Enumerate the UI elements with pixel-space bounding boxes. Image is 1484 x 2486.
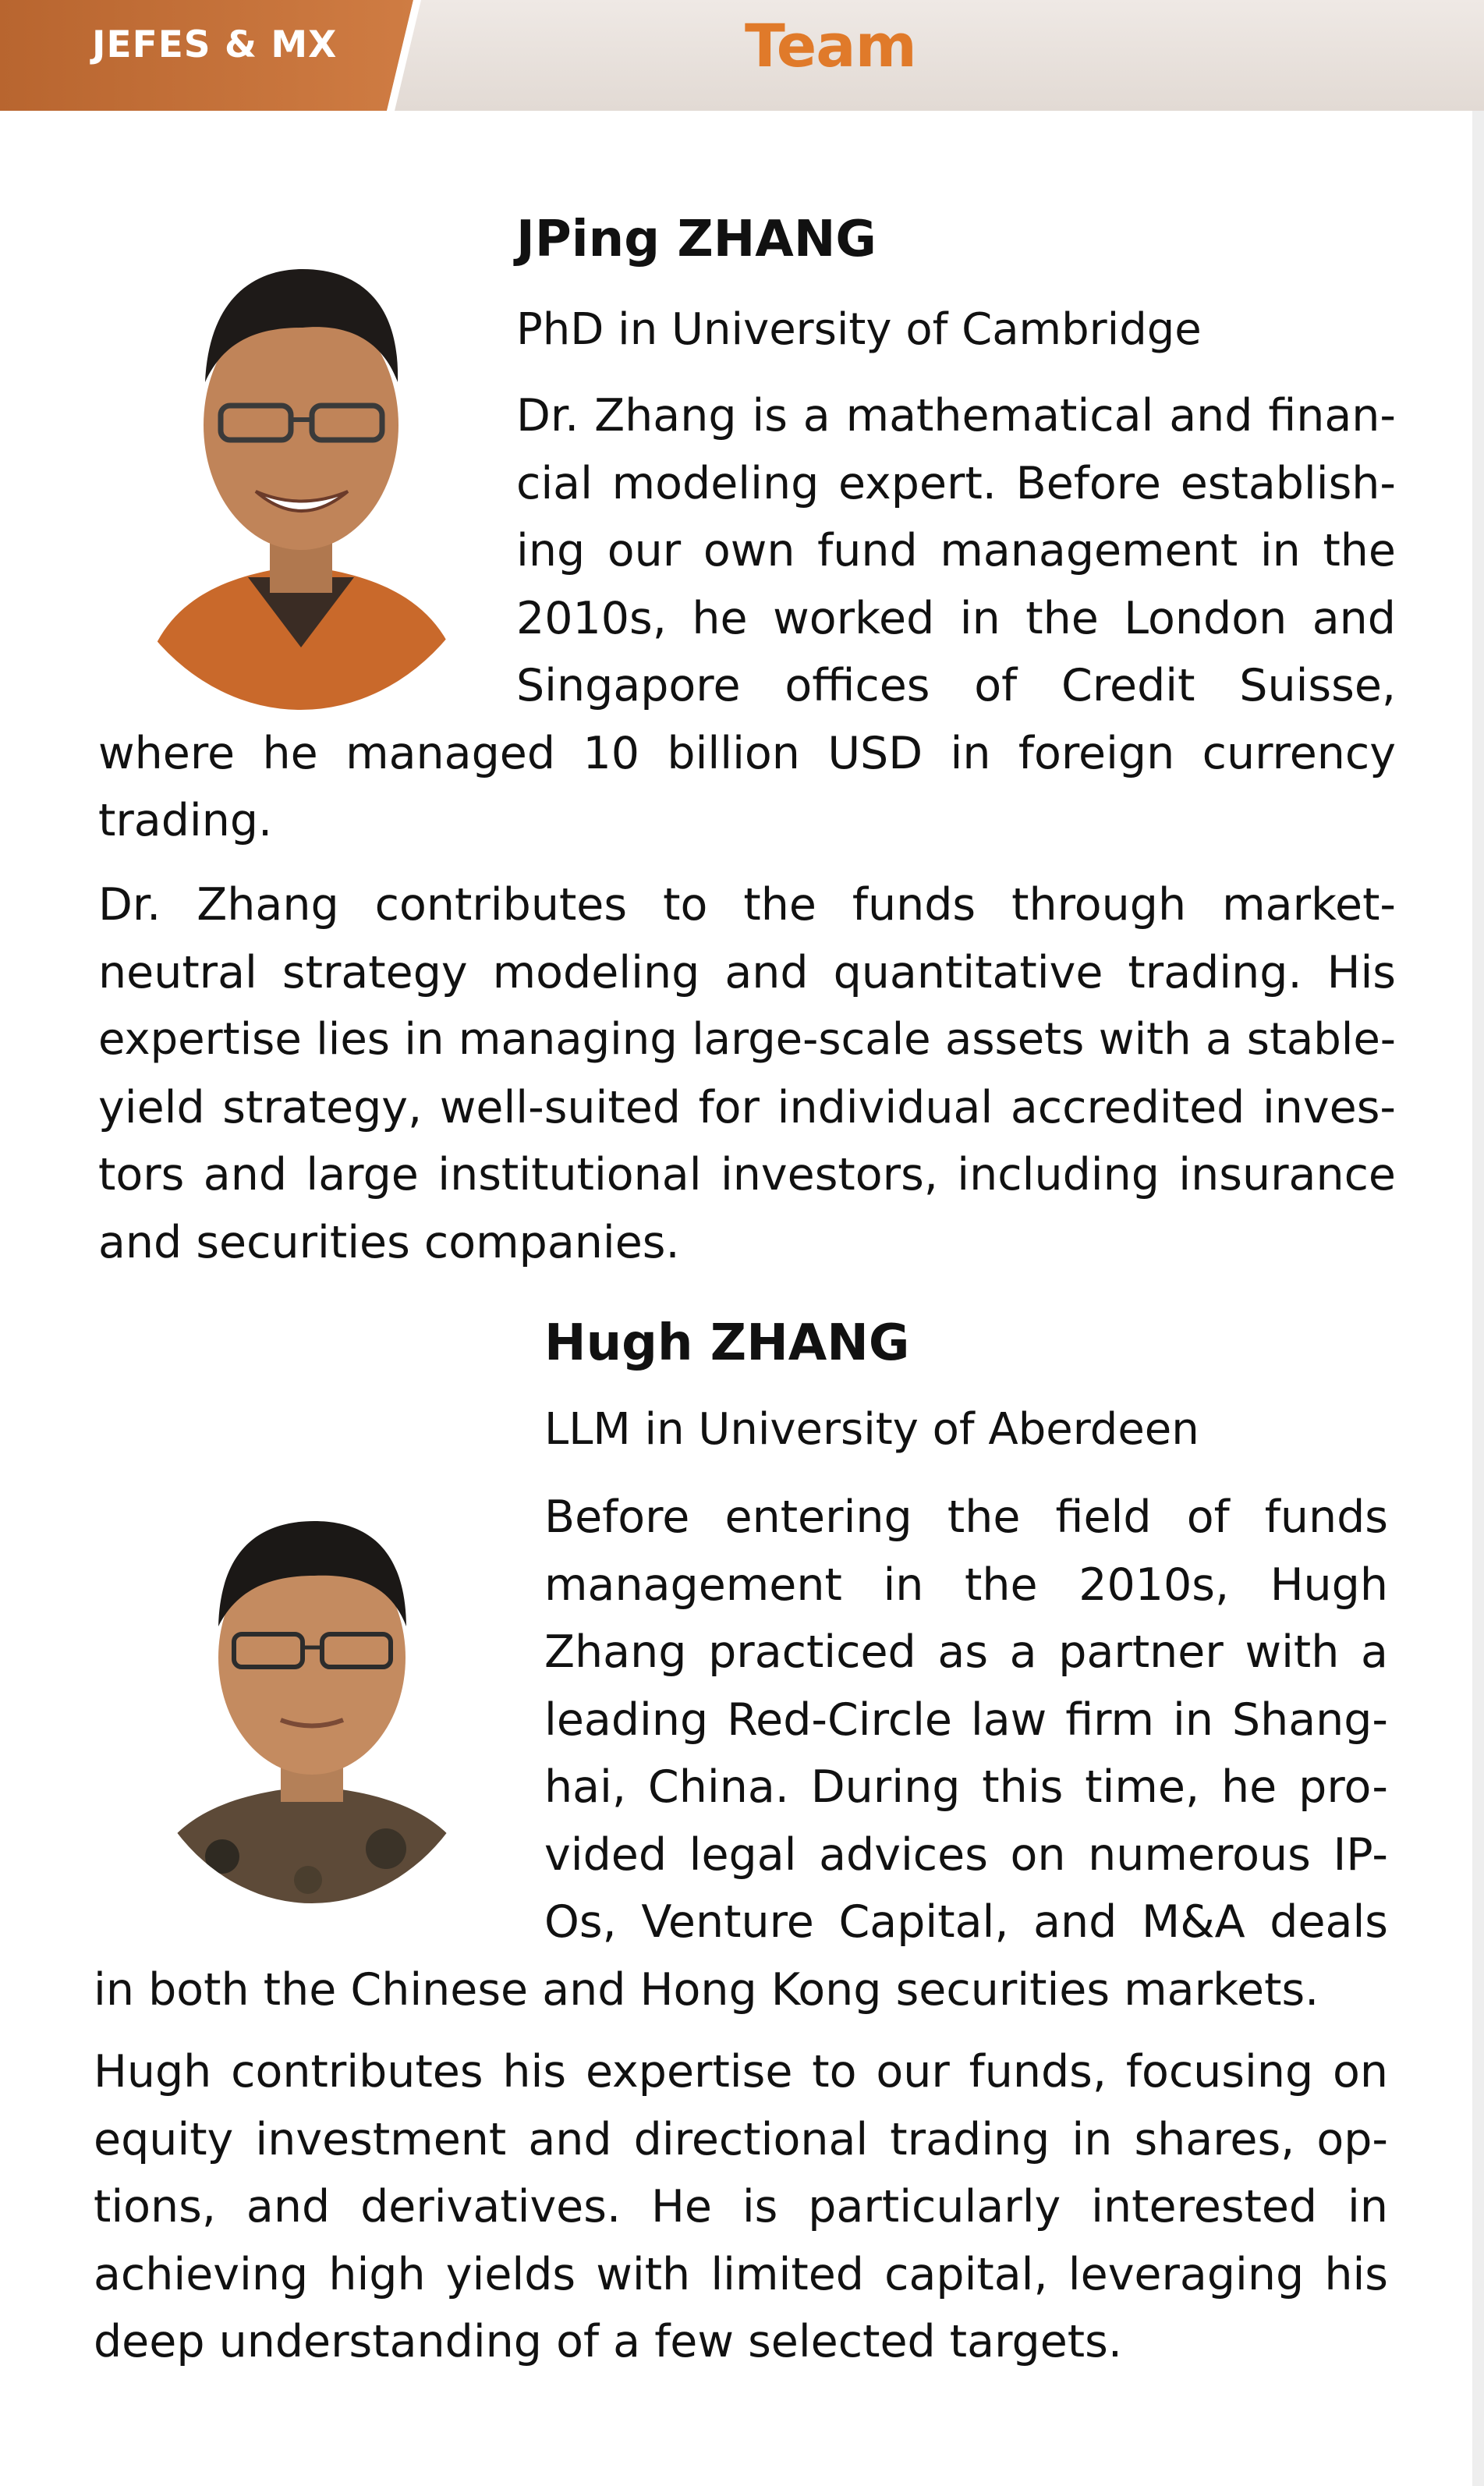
member-bio bbox=[544, 1484, 1388, 1956]
page-edge-shadow bbox=[1472, 111, 1484, 2486]
bio-line: 2010s, he worked in the London and bbox=[516, 592, 1396, 644]
member-bio bbox=[516, 382, 1396, 720]
member-bio-continued bbox=[94, 1956, 1388, 2024]
member-name: Hugh ZHANG bbox=[544, 1314, 910, 1372]
member-photo-jping bbox=[92, 211, 509, 710]
brand-name: JEFES & MX bbox=[92, 23, 338, 66]
bio-line: in both the Chinese and Hong Kong securities markets. bbox=[94, 1963, 1319, 2016]
member-bio-continued bbox=[98, 720, 1396, 855]
contribution-line: tions, and derivatives. He is particularly interested in bbox=[94, 2181, 1388, 2232]
contribution-line: Dr. Zhang contributes to the funds through market- bbox=[98, 879, 1396, 931]
contribution-line: achieving high yields with limited capital, leveraging his bbox=[94, 2248, 1388, 2300]
member-name: JPing ZHANG bbox=[516, 211, 877, 268]
section-title: Team bbox=[745, 11, 916, 80]
bio-line: vided legal advices on numerous IP- bbox=[544, 1828, 1388, 1881]
bio-line: management in the 2010s, Hugh bbox=[544, 1559, 1388, 1611]
portrait-icon bbox=[129, 1466, 495, 1903]
contribution-line: deep understanding of a few selected targets. bbox=[94, 2316, 1122, 2367]
member-degree: LLM in University of Aberdeen bbox=[544, 1404, 1199, 1455]
contribution-line: tors and large institutional investors, including insurance bbox=[98, 1149, 1396, 1200]
bio-line: Before entering the field of funds bbox=[544, 1491, 1388, 1543]
bio-line: Singapore offices of Credit Suisse, bbox=[516, 660, 1396, 711]
bio-line: cial modeling expert. Before establish- bbox=[516, 457, 1396, 509]
bio-line: Zhang practiced as a partner with a bbox=[544, 1626, 1388, 1678]
contribution-line: neutral strategy modeling and quantitative trading. His bbox=[98, 946, 1396, 998]
bio-line: where he managed 10 billion USD in foreign currency bbox=[98, 727, 1396, 779]
bio-line: leading Red-Circle law firm in Shang- bbox=[544, 1693, 1388, 1746]
contribution-line: expertise lies in managing large-scale assets with a stable- bbox=[98, 1014, 1396, 1065]
contribution-line: equity investment and directional trading in shares, op- bbox=[94, 2113, 1388, 2165]
member-photo-hugh bbox=[129, 1466, 495, 1903]
bio-line: trading. bbox=[98, 795, 273, 846]
bio-line: Dr. Zhang is a mathematical and finan- bbox=[516, 390, 1396, 442]
member-degree: PhD in University of Cambridge bbox=[516, 304, 1202, 355]
contribution-line: and securities companies. bbox=[98, 1216, 680, 1268]
member-contribution bbox=[94, 2038, 1388, 2376]
bio-line: ing our own fund management in the bbox=[516, 525, 1396, 576]
bio-line: hai, China. During this time, he pro- bbox=[544, 1761, 1388, 1813]
bio-line: Os, Venture Capital, and M&A deals bbox=[544, 1896, 1388, 1948]
page-header bbox=[0, 0, 1484, 111]
contribution-line: yield strategy, well-suited for individual accredited inves- bbox=[98, 1081, 1396, 1133]
portrait-icon bbox=[92, 211, 509, 710]
contribution-line: Hugh contributes his expertise to our funds, focusing on bbox=[94, 2046, 1388, 2098]
member-contribution bbox=[98, 871, 1396, 1276]
